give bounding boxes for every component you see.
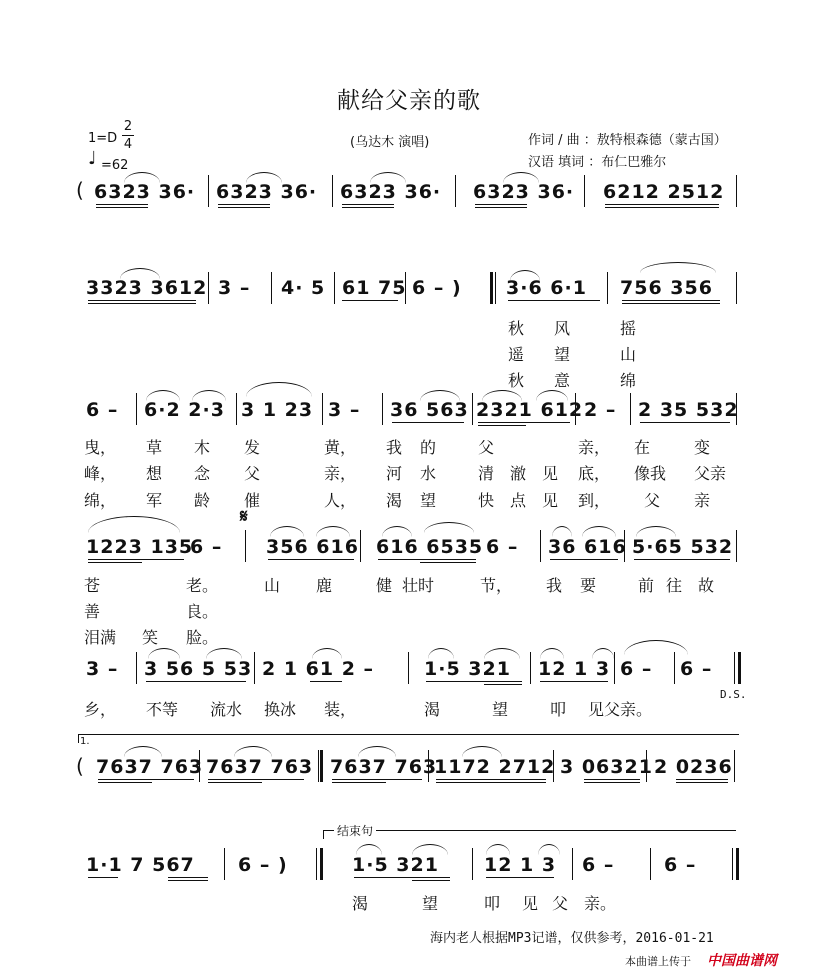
measure: 6323 36·	[473, 181, 575, 203]
bar-line	[584, 175, 585, 207]
lyric: 善	[84, 602, 101, 621]
measure: 6323 36·	[216, 181, 318, 203]
measure: 3 1 23	[241, 399, 314, 421]
lyric: 笑	[142, 628, 159, 647]
beam	[208, 782, 262, 783]
bar-line	[318, 750, 319, 782]
slur	[538, 844, 560, 855]
beam	[676, 779, 728, 780]
beam	[605, 207, 719, 208]
lyric: 往	[666, 576, 683, 595]
measure: 1172 2712	[434, 756, 556, 778]
beam	[342, 300, 398, 301]
measure: 6323 36·	[94, 181, 196, 203]
bar-line	[408, 652, 409, 684]
slur	[270, 526, 304, 537]
measure: 6 –	[680, 658, 713, 680]
bar-line	[208, 272, 209, 304]
bar-line	[332, 175, 333, 207]
bar-line	[322, 393, 323, 425]
bar-line	[320, 750, 323, 782]
beam	[146, 681, 246, 682]
bar-line	[136, 393, 137, 425]
key-signature: 1=D	[88, 131, 118, 146]
upload-source-text: 本曲谱上传于	[625, 955, 691, 968]
lyric: 像我	[634, 464, 667, 483]
lyric: 节，	[480, 576, 513, 595]
bar-line	[472, 393, 473, 425]
beam	[392, 422, 464, 423]
measure: 6 –	[582, 854, 615, 876]
lyric: 父	[552, 894, 569, 913]
beam	[218, 204, 270, 205]
measure: 2 35 532	[638, 399, 739, 421]
measure: 1·1 7 567	[86, 854, 195, 876]
measure: 3323 3612	[86, 277, 208, 299]
lyric: 亲，	[324, 464, 357, 483]
beam	[96, 204, 148, 205]
measure: 6 –	[190, 536, 223, 558]
beam	[96, 207, 148, 208]
beam	[475, 207, 527, 208]
composer-line: 作词 / 曲 ：敖特根森德（蒙古国）	[528, 133, 727, 148]
beam	[168, 880, 208, 881]
slur	[206, 648, 242, 659]
slur	[148, 648, 180, 659]
lyric: 军	[146, 491, 163, 510]
lyric: 望	[420, 491, 437, 510]
measure: 36 563	[390, 399, 469, 421]
slur	[484, 648, 520, 659]
bar-line	[540, 530, 541, 562]
lyric: 底，	[578, 464, 611, 483]
measure: 4· 5	[281, 277, 326, 299]
lyric: 绵，	[84, 491, 117, 510]
site-logo[interactable]: 中国曲谱网	[707, 953, 777, 969]
bar-line	[271, 272, 272, 304]
lyric: 父	[644, 491, 661, 510]
lyric: 望	[422, 894, 439, 913]
slur	[88, 516, 180, 533]
beam	[208, 779, 304, 780]
slur	[540, 648, 564, 659]
beam	[88, 877, 118, 878]
transcription-note: 海内老人根据MP3记谱，仅供参考，2016-01-21	[430, 931, 714, 946]
lyric: 遥	[508, 345, 525, 364]
measure: 12 1 3	[538, 658, 611, 680]
beam	[484, 684, 522, 685]
beam	[475, 204, 527, 205]
beam	[354, 877, 450, 878]
bar-line	[254, 652, 255, 684]
bar-line	[630, 393, 631, 425]
end-bar	[734, 652, 735, 684]
lyric: 父	[244, 464, 261, 483]
lyric: 亲	[694, 491, 711, 510]
beam	[378, 559, 476, 560]
beam	[310, 681, 342, 682]
lyric: 木	[194, 438, 211, 457]
lyric: 风	[554, 319, 571, 338]
slur	[312, 648, 342, 659]
lyric: 脸。	[186, 628, 219, 647]
lyric: 渴	[386, 491, 403, 510]
bar-line	[245, 530, 246, 562]
lyric: 见	[542, 464, 559, 483]
lyric: 见父亲。	[588, 700, 653, 719]
measure: 6 –	[620, 658, 653, 680]
beam	[88, 303, 196, 304]
bar-line	[334, 272, 335, 304]
repeat-bar	[490, 272, 493, 304]
beam	[486, 877, 554, 878]
open-paren: (	[76, 754, 84, 778]
open-paren: (	[76, 178, 84, 202]
lyric: 绵	[620, 371, 637, 390]
measure: 356 616	[266, 536, 359, 558]
bar-line	[208, 175, 209, 207]
measure: 7637 763	[206, 756, 314, 778]
slur	[503, 172, 539, 183]
end-bar	[736, 848, 739, 880]
beam	[88, 300, 196, 301]
lyric: 苍	[84, 576, 101, 595]
slur	[536, 390, 568, 401]
measure: 756 356	[620, 277, 713, 299]
lyric: 不等	[146, 700, 179, 719]
lyric: 峰，	[84, 464, 117, 483]
slur	[428, 648, 454, 659]
slur	[124, 746, 162, 757]
coda-bracket	[323, 830, 736, 839]
beam	[420, 562, 476, 563]
measure: 1223 135	[86, 536, 194, 558]
lyricist-line: 汉语 填词 ：布仁巴雅尔	[528, 155, 667, 170]
slur	[370, 172, 406, 183]
volta-bracket	[78, 734, 739, 743]
slur	[234, 746, 272, 757]
bar-line	[736, 272, 737, 304]
slur	[120, 268, 160, 279]
bar-line	[224, 848, 225, 880]
bar-line	[736, 175, 737, 207]
measure: 3 56 5 53	[144, 658, 253, 680]
slur	[192, 390, 226, 401]
coda-label: 结束句	[334, 822, 376, 839]
slur	[582, 526, 616, 537]
repeat-bar	[320, 848, 323, 880]
lyric: 我	[546, 576, 563, 595]
slur	[356, 844, 382, 855]
beam	[436, 782, 546, 783]
beam	[550, 559, 618, 560]
bar-line	[530, 652, 531, 684]
lyric: 草	[146, 438, 163, 457]
beam	[426, 681, 522, 682]
bar-line	[650, 848, 651, 880]
lyric: 装，	[324, 700, 357, 719]
lyric: 澈	[510, 464, 527, 483]
lyric: 到，	[578, 491, 611, 510]
lyric: 前	[638, 576, 655, 595]
end-bar	[732, 848, 733, 880]
measure: 7637 763	[96, 756, 204, 778]
measure: 6 – )	[412, 277, 462, 299]
lyric: 父亲	[694, 464, 727, 483]
measure: 2 –	[584, 399, 617, 421]
beam	[584, 782, 640, 783]
beam	[676, 782, 728, 783]
time-signature	[121, 118, 135, 153]
beam	[584, 779, 640, 780]
bar-line	[607, 272, 608, 304]
lyric: 良。	[186, 602, 219, 621]
beam	[268, 559, 354, 560]
slur	[462, 746, 502, 757]
lyric: 老。	[186, 576, 219, 595]
measure: 1·5 321	[352, 854, 439, 876]
lyric: 见	[542, 491, 559, 510]
measure: 3 –	[86, 658, 119, 680]
beam	[508, 300, 600, 301]
lyric: 壮时	[402, 576, 435, 595]
slur	[424, 522, 474, 533]
lyric: 河	[386, 464, 403, 483]
lyric: 龄	[194, 491, 211, 510]
slur	[124, 172, 160, 183]
beam	[605, 204, 719, 205]
slur	[486, 844, 510, 855]
beam	[640, 422, 730, 423]
beam	[342, 207, 394, 208]
lyric: 念	[194, 464, 211, 483]
bar-line	[674, 652, 675, 684]
lyric: 叩	[550, 700, 567, 719]
beam	[412, 880, 450, 881]
bar-line	[736, 530, 737, 562]
measure: 6323 36·	[340, 181, 442, 203]
slur	[636, 526, 676, 537]
measure: 616 6535	[376, 536, 484, 558]
measure: 2321 612	[476, 399, 584, 421]
lyric: 故	[698, 576, 715, 595]
song-title: 献给父亲的歌	[337, 88, 481, 114]
lyric: 乡，	[84, 700, 117, 719]
beam	[540, 681, 608, 682]
beam	[478, 422, 570, 423]
lyric: 泪满	[84, 628, 117, 647]
slur	[358, 746, 396, 757]
lyric: 山	[264, 576, 281, 595]
bar-line	[455, 175, 456, 207]
measure: 61 75	[342, 277, 407, 299]
slur	[146, 390, 180, 401]
slur	[246, 172, 282, 183]
lyric: 发	[244, 438, 261, 457]
lyric: 父	[478, 438, 495, 457]
lyric: 叩	[484, 894, 501, 913]
lyric: 人，	[324, 491, 357, 510]
beam	[332, 782, 386, 783]
measure: 6 –	[664, 854, 697, 876]
beam	[622, 300, 720, 301]
measure: 7637 763	[330, 756, 438, 778]
beam	[98, 782, 152, 783]
bar-line	[734, 750, 735, 782]
slur	[510, 270, 540, 281]
measure: 3 06321	[560, 756, 653, 778]
lyric: 的	[420, 438, 437, 457]
lyric: 要	[580, 576, 597, 595]
measure: 36 616	[548, 536, 627, 558]
beam	[168, 877, 208, 878]
lyric: 快	[478, 491, 495, 510]
lyric: 鹿	[316, 576, 333, 595]
slur	[624, 640, 688, 655]
lyric: 山	[620, 345, 637, 364]
measure: 12 1 3	[484, 854, 557, 876]
slur	[552, 526, 572, 537]
repeat-bar	[316, 848, 317, 880]
measure: 6212 2512	[603, 181, 725, 203]
lyric: 渴	[352, 894, 369, 913]
bar-line	[236, 393, 237, 425]
lyric: 黄，	[324, 438, 357, 457]
slur	[592, 648, 614, 659]
segno-icon: 𝄋	[240, 506, 248, 527]
lyric: 望	[554, 345, 571, 364]
measure: 6 –	[86, 399, 119, 421]
beam	[622, 303, 720, 304]
repeat-bar	[495, 272, 496, 304]
lyric: 清	[478, 464, 495, 483]
lyric: 望	[492, 700, 509, 719]
bar-line	[360, 530, 361, 562]
bar-line	[136, 652, 137, 684]
measure: 1·5 321	[424, 658, 511, 680]
measure: 3 –	[328, 399, 361, 421]
lyric: 秋	[508, 371, 525, 390]
beam	[88, 562, 142, 563]
measure: 6 – )	[238, 854, 288, 876]
end-bar	[738, 652, 741, 684]
slur	[482, 390, 522, 401]
ds-mark: D.S.	[720, 688, 747, 701]
time-signature-top: 2	[123, 119, 133, 134]
measure: 2 0236	[654, 756, 733, 778]
slur	[640, 262, 716, 273]
bar-line	[614, 652, 615, 684]
lyric: 亲，	[578, 438, 611, 457]
performer: (乌达木 演唱)	[350, 135, 430, 150]
lyric: 秋	[508, 319, 525, 338]
beam	[218, 207, 270, 208]
beam	[634, 559, 730, 560]
lyric: 我	[386, 438, 403, 457]
bar-line	[572, 848, 573, 880]
lyric: 亲。	[584, 894, 617, 913]
lyric: 水	[420, 464, 437, 483]
lyric: 催	[244, 491, 261, 510]
lyric: 在	[634, 438, 651, 457]
time-signature-bottom: 4	[123, 137, 133, 152]
lyric: 点	[510, 491, 527, 510]
bar-line	[472, 848, 473, 880]
lyric: 曳，	[84, 438, 117, 457]
bar-line	[382, 393, 383, 425]
measure: 3·6 6·1	[506, 277, 587, 299]
measure: 6·2 2·3	[144, 399, 225, 421]
slur	[316, 526, 350, 537]
lyric: 换冰	[264, 700, 297, 719]
beam	[342, 204, 394, 205]
lyric: 渴	[424, 700, 441, 719]
beam	[436, 779, 546, 780]
lyric: 变	[694, 438, 711, 457]
lyric: 见	[522, 894, 539, 913]
lyric: 摇	[620, 319, 637, 338]
lyric: 想	[146, 464, 163, 483]
lyric: 健	[376, 576, 393, 595]
measure: 2 1 61 2 –	[262, 658, 375, 680]
lyric: 流水	[210, 700, 243, 719]
measure: 5·65 532	[632, 536, 734, 558]
tempo-marking: =62	[101, 158, 129, 173]
beam	[332, 779, 422, 780]
slur	[412, 844, 448, 855]
lyric: 意	[554, 371, 571, 390]
volta-number: 1.	[80, 736, 90, 747]
measure: 6 –	[486, 536, 519, 558]
slur	[246, 382, 312, 397]
beam	[478, 425, 526, 426]
quarter-note-icon: ♩	[88, 148, 97, 169]
beam	[88, 559, 184, 560]
beam	[98, 779, 194, 780]
slur	[382, 526, 412, 537]
slur	[420, 390, 460, 401]
measure: 3 –	[218, 277, 251, 299]
